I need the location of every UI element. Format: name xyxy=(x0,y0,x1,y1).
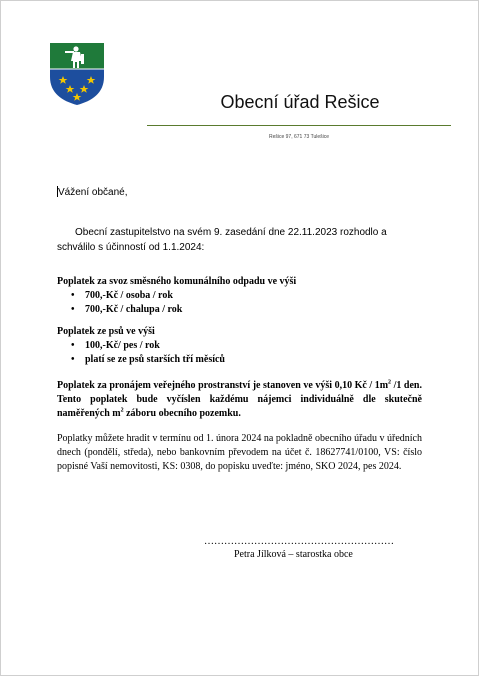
payment-paragraph: Poplatky můžete hradit v termínu od 1. února 2024 na pokladně obecního úřadu v úředních dnech (pondělí, středa), nebo bankovním převodem na účet č. 18627741/0100, VS: číslo popisné Vaší nemovitosti, KS: 0308, do popisku uveďte: jméno, SKO 2024, pes 2024. xyxy=(57,433,422,472)
coat-of-arms-icon xyxy=(50,43,104,105)
dog-fee-section xyxy=(57,326,225,367)
list-item: • 700,-Kč / chalupa / rok xyxy=(85,303,296,317)
greeting xyxy=(57,186,128,198)
waste-fee-list xyxy=(57,289,296,317)
waste-fee-heading: Poplatek za svoz směsného komunálního odpadu ve výši xyxy=(57,276,297,287)
dog-fee-list xyxy=(57,339,225,367)
greeting-text: Vážení občané, xyxy=(58,187,128,198)
public-space-text-3: záboru obecního pozemku. xyxy=(123,408,241,419)
dog-fee-heading: Poplatek ze psů ve výši xyxy=(57,326,155,337)
signer-name: Petra Jílková – starostka obce xyxy=(234,549,353,560)
public-space-fee-paragraph xyxy=(57,379,422,421)
superscript: 2 xyxy=(120,407,124,414)
list-item: • 100,-Kč/ pes / rok xyxy=(85,339,225,353)
list-item: • platí se ze psů starších tří měsíců xyxy=(85,353,225,367)
public-space-text-2: /1 den. Tento poplatek bude vyčíslen každému nájemci individuálně dle skutečně naměřených m xyxy=(57,380,422,419)
public-space-text-1: Poplatek za pronájem veřejného prostranství je stanoven ve výši 0,10 Kč / 1m xyxy=(57,380,389,391)
header-divider xyxy=(147,125,451,126)
intro-paragraph xyxy=(57,225,407,255)
address-line: Rešice 97, 671 73 Tulešice xyxy=(268,134,330,140)
intro-text: Obecní zastupitelstvo na svém 9. zasedání dne 22.11.2023 rozhodlo a schválilo s účinností od 1.1.2024: xyxy=(57,227,387,253)
signature-line: ………………………………………………… xyxy=(204,536,394,547)
waste-fee-section xyxy=(57,276,296,317)
superscript: 2 xyxy=(388,379,392,386)
list-item: • 700,-Kč / osoba / rok xyxy=(85,289,296,303)
page-title: Obecní úřad Rešice xyxy=(220,92,380,112)
